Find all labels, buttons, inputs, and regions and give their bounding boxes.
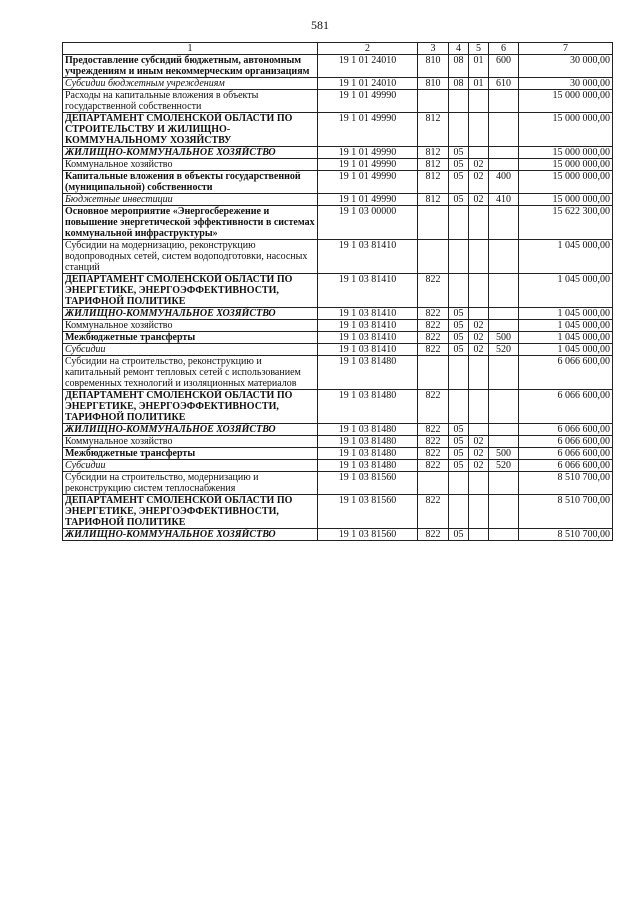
column-header: 7 [519,43,613,55]
row-col6 [489,159,519,171]
row-amount: 30 000,00 [519,78,613,90]
row-name: ДЕПАРТАМЕНТ СМОЛЕНСКОЙ ОБЛАСТИ ПО СТРОИТЕЛЬСТВУ И ЖИЛИЩНО-КОММУНАЛЬНОМУ ХОЗЯЙСТВУ [63,113,318,147]
table-row [63,472,613,495]
row-name: Субсидии [63,344,318,356]
row-name: Бюджетные инвестиции [63,194,318,206]
row-col3: 822 [418,308,449,320]
row-col6 [489,113,519,147]
row-col5 [469,529,489,541]
row-code: 19 1 03 81560 [318,529,418,541]
table-row [63,356,613,390]
row-col6 [489,356,519,390]
row-col3: 822 [418,332,449,344]
row-col5 [469,495,489,529]
row-col6: 520 [489,344,519,356]
row-amount: 15 000 000,00 [519,159,613,171]
row-col3: 812 [418,194,449,206]
table-row [63,274,613,308]
row-col4: 05 [449,308,469,320]
row-name: Капитальные вложения в объекты государственной (муниципальной) собственности [63,171,318,194]
row-col6 [489,147,519,159]
row-col5 [469,90,489,113]
row-code: 19 1 01 49990 [318,159,418,171]
row-col4: 05 [449,147,469,159]
row-col4: 05 [449,320,469,332]
row-name: ДЕПАРТАМЕНТ СМОЛЕНСКОЙ ОБЛАСТИ ПО ЭНЕРГЕТИКЕ, ЭНЕРГОЭФФЕКТИВНОСТИ, ТАРИФНОЙ ПОЛИТИКЕ [63,274,318,308]
row-col5: 02 [469,332,489,344]
table-row [63,308,613,320]
row-code: 19 1 01 49990 [318,171,418,194]
row-col4: 05 [449,344,469,356]
row-col5 [469,390,489,424]
row-name: Предоставление субсидий бюджетным, автономным учреждениям и иным некоммерческим организациям [63,55,318,78]
row-amount: 8 510 700,00 [519,495,613,529]
row-col4 [449,113,469,147]
row-col4: 05 [449,529,469,541]
table-row [63,320,613,332]
column-header: 4 [449,43,469,55]
row-amount: 15 000 000,00 [519,90,613,113]
row-col3: 822 [418,274,449,308]
row-col6 [489,274,519,308]
row-col6: 500 [489,448,519,460]
row-col5 [469,206,489,240]
row-code: 19 1 03 81480 [318,448,418,460]
table-row [63,436,613,448]
column-header: 2 [318,43,418,55]
row-col3 [418,356,449,390]
row-col4: 05 [449,332,469,344]
row-col3: 812 [418,113,449,147]
table-row [63,55,613,78]
table-row [63,194,613,206]
row-amount: 6 066 600,00 [519,356,613,390]
row-col5 [469,113,489,147]
row-amount: 30 000,00 [519,55,613,78]
row-col6: 500 [489,332,519,344]
row-name: Субсидии на строительство, реконструкцию и капитальный ремонт тепловых сетей с использованием современных технологий и изоляционных материалов [63,356,318,390]
table-row [63,113,613,147]
row-col3 [418,90,449,113]
row-amount: 1 045 000,00 [519,308,613,320]
table-row [63,90,613,113]
row-col6 [489,308,519,320]
row-col5: 02 [469,320,489,332]
table-row [63,460,613,472]
row-col5 [469,240,489,274]
row-col6 [489,436,519,448]
row-amount: 1 045 000,00 [519,320,613,332]
row-name: Межбюджетные трансферты [63,448,318,460]
row-amount: 1 045 000,00 [519,240,613,274]
row-col5: 01 [469,55,489,78]
row-col4 [449,240,469,274]
row-amount: 1 045 000,00 [519,332,613,344]
column-header: 1 [63,43,318,55]
row-col3 [418,206,449,240]
row-col6 [489,495,519,529]
row-col5 [469,274,489,308]
row-col4: 05 [449,171,469,194]
row-name: ЖИЛИЩНО-КОММУНАЛЬНОЕ ХОЗЯЙСТВО [63,424,318,436]
row-code: 19 1 01 49990 [318,194,418,206]
table-row [63,159,613,171]
row-code: 19 1 01 24010 [318,78,418,90]
row-col3: 822 [418,390,449,424]
row-col4: 05 [449,448,469,460]
row-col3 [418,240,449,274]
row-amount: 15 000 000,00 [519,147,613,159]
row-code: 19 1 03 81410 [318,344,418,356]
row-col5: 02 [469,460,489,472]
row-col4: 08 [449,55,469,78]
row-col5: 02 [469,344,489,356]
table-row [63,240,613,274]
row-col3: 812 [418,159,449,171]
row-col6 [489,424,519,436]
row-col3: 822 [418,529,449,541]
table-row [63,424,613,436]
row-col4: 08 [449,78,469,90]
row-col4: 05 [449,159,469,171]
row-amount: 1 045 000,00 [519,274,613,308]
row-col5: 01 [469,78,489,90]
budget-table [62,42,613,541]
row-code: 19 1 03 81480 [318,356,418,390]
row-col3: 822 [418,320,449,332]
row-col6 [489,240,519,274]
row-col5: 02 [469,171,489,194]
table-row [63,78,613,90]
row-col6: 410 [489,194,519,206]
row-col6 [489,472,519,495]
row-col5 [469,472,489,495]
row-col3: 822 [418,344,449,356]
table-row [63,495,613,529]
row-code: 19 1 03 81480 [318,424,418,436]
row-name: ДЕПАРТАМЕНТ СМОЛЕНСКОЙ ОБЛАСТИ ПО ЭНЕРГЕТИКЕ, ЭНЕРГОЭФФЕКТИВНОСТИ, ТАРИФНОЙ ПОЛИТИКЕ [63,390,318,424]
row-amount: 6 066 600,00 [519,436,613,448]
row-name: ЖИЛИЩНО-КОММУНАЛЬНОЕ ХОЗЯЙСТВО [63,147,318,159]
row-name: ДЕПАРТАМЕНТ СМОЛЕНСКОЙ ОБЛАСТИ ПО ЭНЕРГЕТИКЕ, ЭНЕРГОЭФФЕКТИВНОСТИ, ТАРИФНОЙ ПОЛИТИКЕ [63,495,318,529]
table-body [63,43,613,541]
row-col3 [418,472,449,495]
row-amount: 6 066 600,00 [519,448,613,460]
row-amount: 8 510 700,00 [519,529,613,541]
table-row [63,529,613,541]
row-col5: 02 [469,194,489,206]
row-code: 19 1 03 81560 [318,495,418,529]
page-number: 581 [311,18,329,32]
row-col4: 05 [449,460,469,472]
row-code: 19 1 03 81480 [318,390,418,424]
row-amount: 15 000 000,00 [519,171,613,194]
row-col3: 822 [418,495,449,529]
row-col5: 02 [469,159,489,171]
row-code: 19 1 03 81560 [318,472,418,495]
row-code: 19 1 03 81480 [318,436,418,448]
row-col5 [469,424,489,436]
row-col4 [449,274,469,308]
row-col4: 05 [449,194,469,206]
row-col5 [469,308,489,320]
row-amount: 6 066 600,00 [519,460,613,472]
row-name: Основное мероприятие «Энергосбережение и повышение энергетической эффективности в системах коммунальной инфраструктуры» [63,206,318,240]
row-name: Расходы на капитальные вложения в объекты государственной собственности [63,90,318,113]
row-code: 19 1 03 81410 [318,320,418,332]
row-col3: 812 [418,171,449,194]
row-name: ЖИЛИЩНО-КОММУНАЛЬНОЕ ХОЗЯЙСТВО [63,308,318,320]
row-col6 [489,529,519,541]
row-code: 19 1 01 24010 [318,55,418,78]
table-row [63,206,613,240]
row-name: Субсидии на строительство, модернизацию и реконструкцию систем теплоснабжения [63,472,318,495]
row-col3: 810 [418,78,449,90]
row-col3: 810 [418,55,449,78]
row-amount: 15 622 300,00 [519,206,613,240]
row-code: 19 1 03 81410 [318,240,418,274]
row-col6: 600 [489,55,519,78]
row-name: Субсидии бюджетным учреждениям [63,78,318,90]
row-col6: 610 [489,78,519,90]
row-col5 [469,356,489,390]
row-col5 [469,147,489,159]
row-col4 [449,90,469,113]
row-col4: 05 [449,436,469,448]
table-row [63,147,613,159]
row-col4 [449,472,469,495]
row-amount: 8 510 700,00 [519,472,613,495]
row-col6 [489,320,519,332]
row-code: 19 1 03 81410 [318,274,418,308]
row-col3: 812 [418,147,449,159]
row-code: 19 1 03 81410 [318,308,418,320]
row-col6: 400 [489,171,519,194]
row-col4 [449,390,469,424]
row-col3: 822 [418,448,449,460]
row-amount: 1 045 000,00 [519,344,613,356]
row-name: Субсидии на модернизацию, реконструкцию водопроводных сетей, систем водоподготовки, насосных станций [63,240,318,274]
row-code: 19 1 03 81410 [318,332,418,344]
row-amount: 6 066 600,00 [519,390,613,424]
row-amount: 6 066 600,00 [519,424,613,436]
row-code: 19 1 01 49990 [318,90,418,113]
row-code: 19 1 01 49990 [318,113,418,147]
row-amount: 15 000 000,00 [519,194,613,206]
row-col3: 822 [418,424,449,436]
row-name: Коммунальное хозяйство [63,436,318,448]
table-row [63,344,613,356]
row-col4 [449,495,469,529]
table-row [63,390,613,424]
row-col3: 822 [418,460,449,472]
row-code: 19 1 03 81480 [318,460,418,472]
row-name: ЖИЛИЩНО-КОММУНАЛЬНОЕ ХОЗЯЙСТВО [63,529,318,541]
row-col5: 02 [469,448,489,460]
row-name: Межбюджетные трансферты [63,332,318,344]
row-amount: 15 000 000,00 [519,113,613,147]
row-col6 [489,90,519,113]
column-header: 3 [418,43,449,55]
row-col4 [449,356,469,390]
table-row [63,171,613,194]
table-row [63,448,613,460]
row-name: Коммунальное хозяйство [63,320,318,332]
row-col3: 822 [418,436,449,448]
row-col6 [489,206,519,240]
row-code: 19 1 03 00000 [318,206,418,240]
row-name: Субсидии [63,460,318,472]
table-header-row [63,43,613,55]
row-col4 [449,206,469,240]
table-row [63,332,613,344]
column-header: 6 [489,43,519,55]
row-code: 19 1 01 49990 [318,147,418,159]
row-col6: 520 [489,460,519,472]
row-name: Коммунальное хозяйство [63,159,318,171]
row-col5: 02 [469,436,489,448]
row-col4: 05 [449,424,469,436]
row-col6 [489,390,519,424]
column-header: 5 [469,43,489,55]
